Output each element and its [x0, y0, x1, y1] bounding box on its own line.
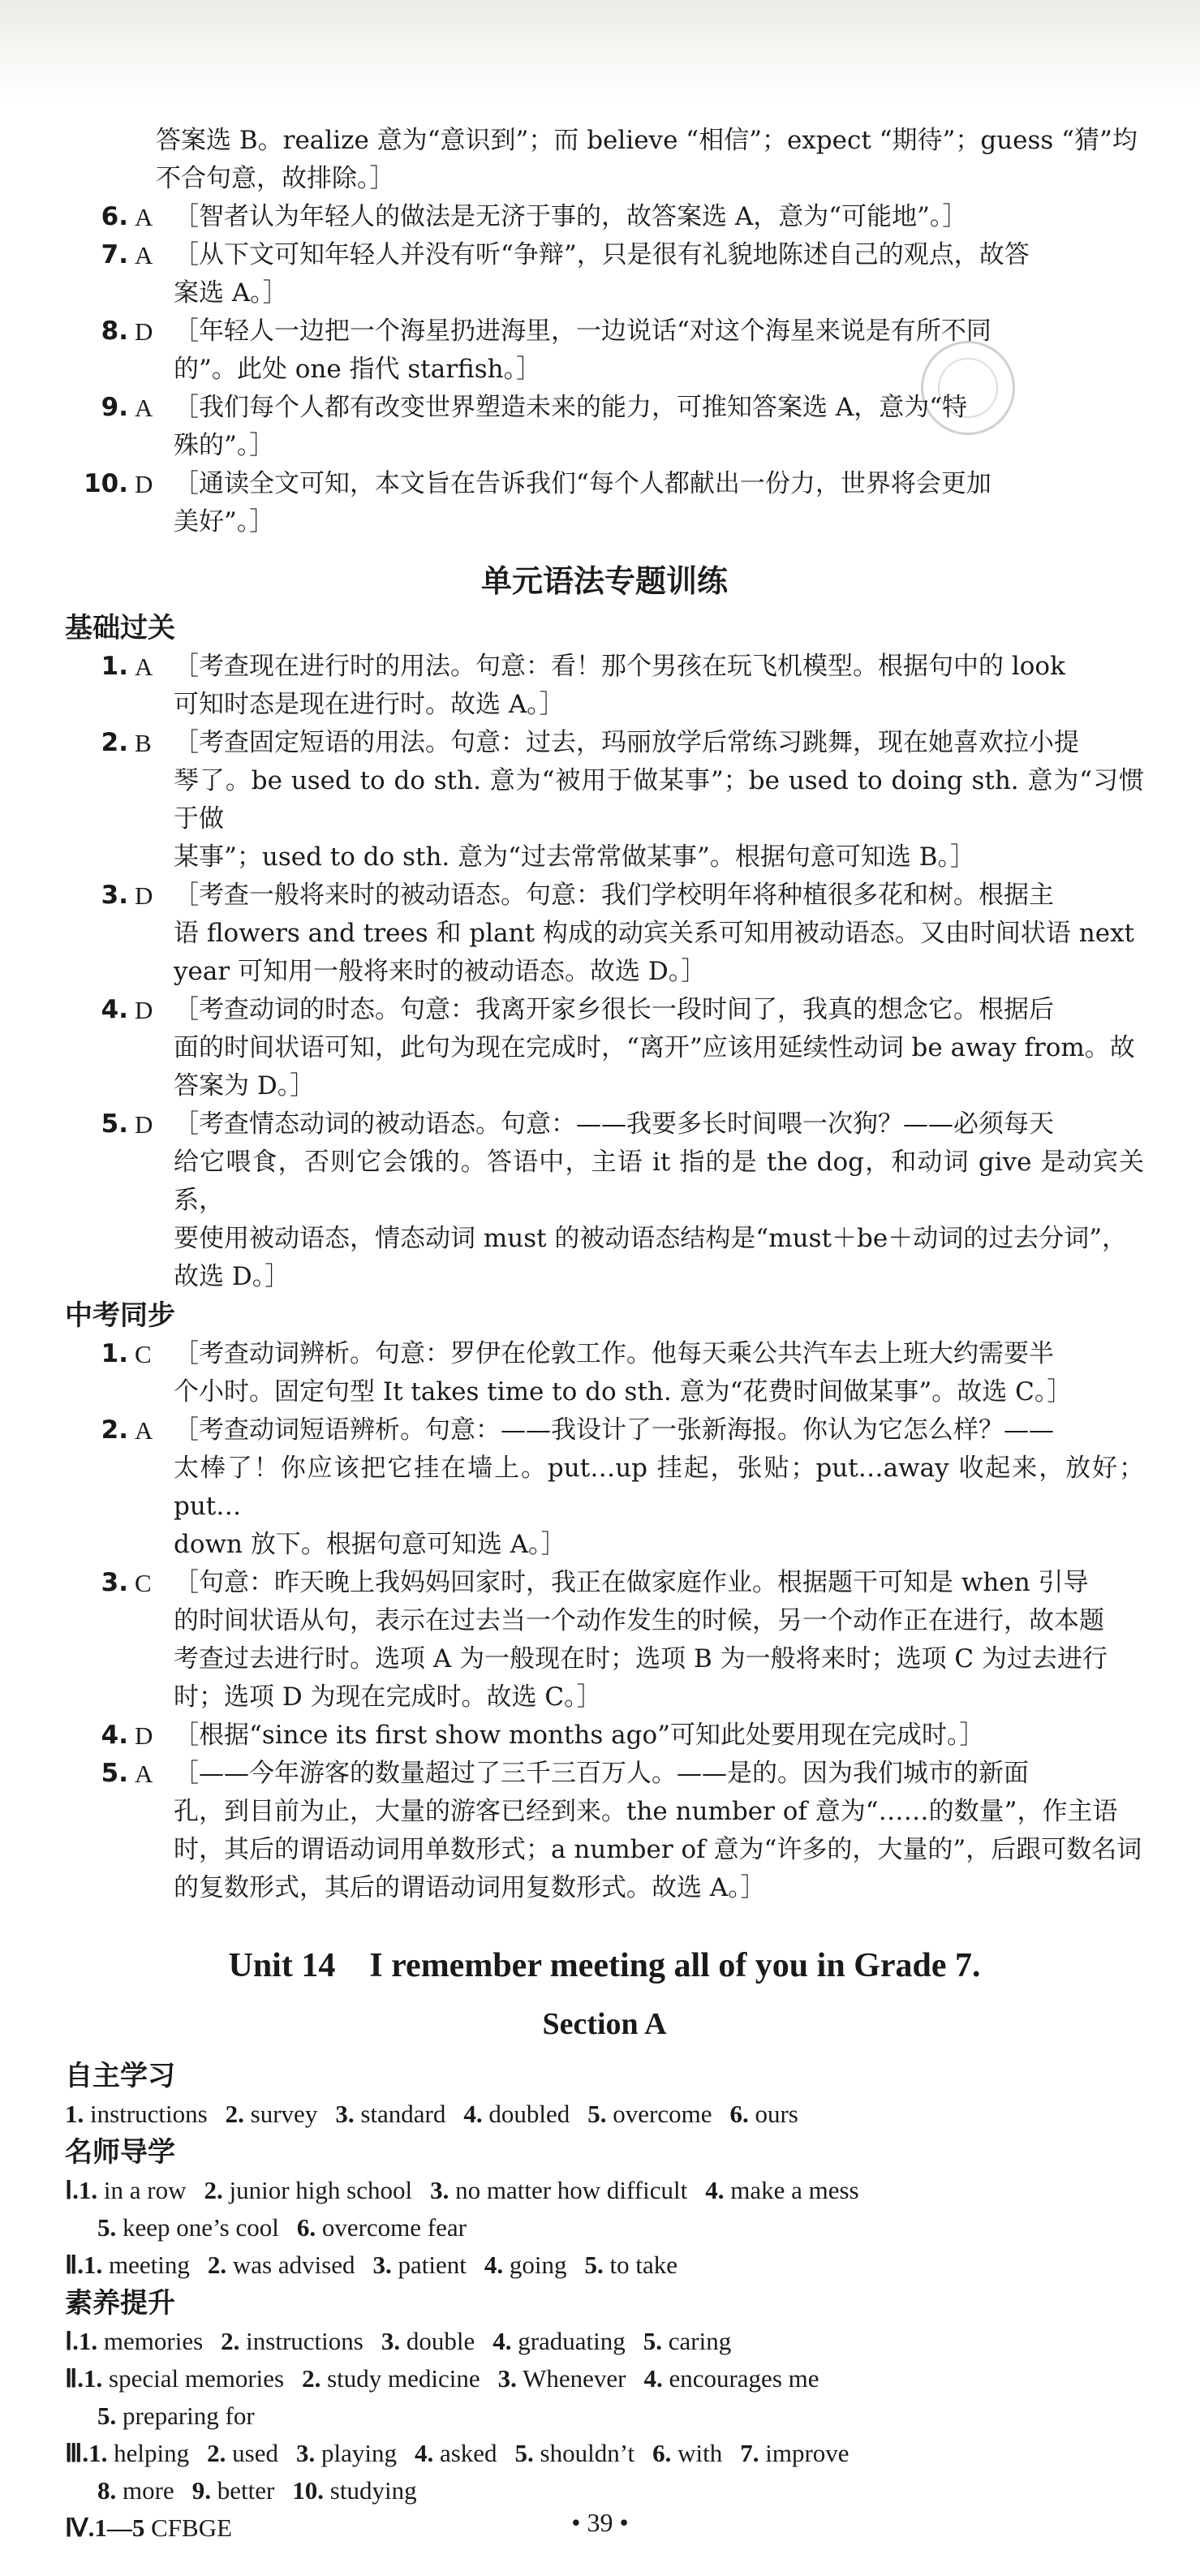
answer-number: 5.	[101, 1109, 128, 1139]
fill-number: 5.	[97, 2402, 117, 2430]
roman-numeral: Ⅱ.	[65, 2364, 84, 2393]
answer-continuation: 要使用被动语态，情态动词 must 的被动语态结构是“must＋be＋动词的过去分词”，	[174, 1224, 1128, 1253]
answer-number: 3.	[101, 881, 128, 910]
fill-answer	[84, 2364, 284, 2393]
fill-answer	[97, 2402, 255, 2430]
fill-text: better	[217, 2476, 275, 2505]
answer-choice: A	[135, 653, 153, 681]
fill-number: 4.	[484, 2251, 504, 2279]
fill-answer	[381, 2327, 475, 2355]
fill-text: special memories	[109, 2364, 285, 2393]
fill-number: 2.	[204, 2176, 223, 2204]
fill-text: survey	[250, 2100, 318, 2128]
unit-title: Unit 14 I remember meeting all of you in Grade 7.	[228, 1947, 981, 1984]
answer-explanation: ［通读全文可知，本文旨在告诉我们“每个人都献出一份力，世界将会更加	[174, 469, 991, 498]
fill-text: ours	[755, 2100, 798, 2128]
fill-answer	[79, 2176, 187, 2204]
fill-answer	[585, 2251, 678, 2279]
answer-continuation: 给它喂食，否则它会饿的。答语中，主语 it 指的是 the dog，和动词 give 是动宾关系，	[174, 1148, 1144, 1215]
answer-continuation: 太棒了！你应该把它挂在墙上。put…up 挂起，张贴；put…away 收起来，放好；put…	[174, 1454, 1144, 1521]
answer-number: 7.	[101, 240, 128, 269]
fill-text: standard	[360, 2100, 446, 2128]
fill-answer	[88, 2439, 189, 2467]
fill-answer	[97, 2213, 279, 2242]
answer-choice: A	[135, 394, 153, 422]
fill-row	[65, 2360, 1144, 2397]
content-area	[65, 122, 1144, 2547]
answer-item	[65, 1564, 1144, 1602]
answer-number: 1.	[101, 652, 128, 681]
fill-answer	[192, 2476, 275, 2505]
answer-continuation: 个小时。固定句型 It takes time to do sth. 意为“花费时间做某事”。故选 C。］	[174, 1377, 1073, 1406]
fill-text: study medicine	[327, 2364, 480, 2393]
answer-explanation: ［考查现在进行时的用法。句意：看！那个男孩在玩飞机模型。根据句中的 look	[174, 652, 1065, 681]
answer-number: 4.	[101, 995, 128, 1024]
answer-number: 6.	[101, 202, 128, 231]
answer-continuation: year 可知用一般将来时的被动语态。故选 D。］	[174, 957, 707, 986]
answer-explanation: ［考查动词短语辨析。句意：——我设计了一张新海报。你认为它怎么样？——	[174, 1415, 1054, 1445]
fill-answer	[652, 2439, 722, 2467]
fill-text: in a row	[103, 2176, 187, 2204]
fill-text: to take	[609, 2251, 678, 2279]
answer-continuation: 案选 A。］	[174, 278, 288, 308]
fill-row	[65, 2246, 1144, 2284]
fill-number: 5.	[97, 2213, 117, 2242]
fill-number: 3.	[335, 2100, 355, 2128]
answer-explanation: ［年轻人一边把一个海星扔进海里，一边说话“对这个海星来说是有所不同	[174, 317, 991, 346]
fill-text: make a mess	[730, 2176, 859, 2204]
fill-text: double	[406, 2327, 475, 2355]
fill-number: 2.	[207, 2251, 227, 2279]
answer-explanation: ［从下文可知年轻人并没有听“争辩”，只是很有礼貌地陈述自己的观点，故答	[174, 240, 1030, 269]
fill-number: 4.	[643, 2364, 663, 2393]
answer-number: 2.	[101, 1415, 128, 1445]
answer-continuation: 语 flowers and trees 和 plant 构成的动宾关系可知用被动语态。又由时间状语 next	[174, 919, 1135, 948]
answer-item	[65, 198, 1144, 236]
fill-number: 6.	[296, 2213, 316, 2242]
zhongkao-answers	[65, 1335, 1144, 1907]
fill-answer	[587, 2100, 712, 2128]
answer-item	[65, 724, 1144, 762]
fill-text: studying	[329, 2476, 417, 2505]
fill-text: doubled	[488, 2100, 570, 2128]
answer-continuation: 不合句意，故排除。］	[156, 164, 395, 193]
fill-row	[65, 2172, 1144, 2209]
answer-item	[65, 648, 1144, 686]
fill-number: 3.	[430, 2176, 449, 2204]
fill-number: 1.	[88, 2439, 108, 2467]
fill-number: 3.	[381, 2327, 401, 2355]
answer-item	[65, 465, 1144, 503]
fill-text: memories	[103, 2327, 204, 2355]
fill-answer	[705, 2176, 858, 2204]
zizhu-heading: 自主学习	[65, 2060, 175, 2092]
fill-answer	[208, 2251, 355, 2279]
fill-answer	[515, 2439, 635, 2467]
fill-text: CFBGE	[151, 2514, 233, 2542]
fill-answer	[65, 2100, 208, 2128]
fill-row	[65, 2472, 1144, 2509]
mingshi-heading: 名师导学	[65, 2136, 175, 2169]
answer-choice: D	[135, 881, 153, 910]
fill-text: shouldn’t	[540, 2439, 635, 2467]
answer-continuation: 某事”；used to do sth. 意为“过去常常做某事”。根据句意可知选 B。］	[174, 842, 975, 872]
page-number: • 39 •	[571, 2508, 629, 2537]
fill-text: preparing for	[123, 2402, 255, 2430]
fill-answer	[204, 2176, 413, 2204]
answer-explanation: ［考查一般将来时的被动语态。句意：我们学校明年将种植很多花和树。根据主	[174, 881, 1054, 910]
fill-text: playing	[320, 2439, 397, 2467]
answer-item	[65, 1717, 1144, 1755]
fill-answer	[729, 2100, 798, 2128]
fill-answer	[226, 2100, 318, 2128]
fill-text: more	[123, 2476, 174, 2505]
fill-answer	[97, 2476, 174, 2505]
fill-text: overcome	[613, 2100, 712, 2128]
answer-choice: D	[135, 1110, 153, 1139]
fill-answer	[492, 2327, 626, 2355]
fill-text: was advised	[232, 2251, 355, 2279]
fill-answer	[221, 2327, 363, 2355]
fill-number: 4.	[414, 2439, 434, 2467]
answer-choice: D	[135, 470, 153, 498]
fill-answer	[740, 2439, 849, 2467]
fill-row	[65, 2397, 1144, 2435]
zhongkao-heading: 中考同步	[65, 1299, 175, 1332]
fill-text: used	[232, 2439, 278, 2467]
fill-text: helping	[114, 2439, 190, 2467]
fill-answer	[643, 2327, 731, 2355]
fill-row	[65, 2209, 1144, 2246]
answer-continuation: down 放下。根据句意可知选 A。］	[174, 1530, 566, 1559]
fill-number: 4.	[492, 2327, 512, 2355]
fill-number: 2.	[225, 2100, 244, 2128]
fill-text: encourages me	[669, 2364, 819, 2393]
fill-text: overcome fear	[321, 2213, 467, 2242]
zizhu-answers	[65, 2096, 1144, 2133]
answer-item	[65, 1755, 1144, 1793]
answer-continuation: 美好”。］	[174, 507, 275, 536]
answer-item	[65, 1411, 1144, 1450]
answer-item	[65, 1335, 1144, 1373]
answer-choice: D	[135, 1721, 153, 1750]
answer-continuation: 故选 D。］	[174, 1262, 290, 1291]
answer-number: 9.	[101, 393, 128, 422]
answer-choice: A	[135, 203, 153, 231]
section-title: Section A	[542, 2007, 667, 2041]
fill-number: 8.	[97, 2476, 117, 2505]
reading-answers	[65, 122, 1144, 541]
fill-number: 2.	[207, 2439, 226, 2467]
answer-item	[65, 1105, 1144, 1144]
answer-explanation: ［考查固定短语的用法。句意：过去，玛丽放学后常练习跳舞，现在她喜欢拉小提	[174, 728, 1079, 757]
answer-choice: A	[135, 1416, 153, 1445]
fill-number: 6.	[729, 2100, 749, 2128]
answer-continuation: 面的时间状语可知，此句为现在完成时，“离开”应该用延续性动词 be away from。故	[174, 1033, 1135, 1062]
answer-continuation: 琴了。be used to do sth. 意为“被用于做某事”；be used to doing sth. 意为“习惯于做	[174, 766, 1144, 834]
fill-text: junior high school	[229, 2176, 413, 2204]
fill-number: 1.	[65, 2100, 84, 2128]
answer-continuation: 孔，到目前为止，大量的游客已经到来。the number of 意为“……的数量”，作主语	[174, 1797, 1118, 1826]
answer-choice: D	[135, 996, 153, 1024]
answer-number: 2.	[101, 728, 128, 757]
answer-explanation: ［——今年游客的数量超过了三千三百万人。——是的。因为我们城市的新面	[174, 1759, 1029, 1788]
fill-answer	[373, 2251, 467, 2279]
fill-number: 1.	[78, 2327, 98, 2355]
roman-numeral: Ⅳ.	[65, 2514, 95, 2542]
fill-text: keep one’s cool	[123, 2213, 279, 2242]
fill-text: caring	[668, 2327, 732, 2355]
roman-numeral: Ⅰ.	[65, 2176, 79, 2204]
fill-answer	[79, 2327, 203, 2355]
answer-explanation: ［考查动词辨析。句意：罗伊在伦敦工作。他每天乘公共汽车去上班大约需要半	[174, 1339, 1054, 1368]
fill-text: patient	[398, 2251, 467, 2279]
fill-text: asked	[439, 2439, 497, 2467]
answer-continuation: 的复数形式，其后的谓语动词用复数形式。故选 A。］	[174, 1873, 766, 1902]
fill-text: meeting	[109, 2251, 190, 2279]
fill-number: 5.	[514, 2439, 534, 2467]
roman-numeral: Ⅰ.	[65, 2327, 79, 2355]
answer-continuation: 殊的”。］	[174, 431, 275, 460]
roman-numeral: Ⅲ.	[65, 2439, 89, 2467]
grammar-section-title: 单元语法专题训练	[480, 563, 728, 599]
answer-number: 8.	[101, 317, 128, 346]
fill-answer	[292, 2476, 416, 2505]
fill-text: instructions	[90, 2100, 208, 2128]
answer-choice: A	[135, 241, 153, 269]
fill-number: 3.	[295, 2439, 316, 2467]
fill-number: 1.	[84, 2364, 103, 2393]
fill-number: 9.	[191, 2476, 211, 2505]
fill-number: 3.	[372, 2251, 392, 2279]
fill-answer	[463, 2100, 570, 2128]
fill-row	[65, 2435, 1144, 2472]
fill-number: 5.	[584, 2251, 604, 2279]
answer-item	[65, 389, 1144, 427]
answer-number: 10.	[84, 469, 128, 498]
answer-continuation: 可知时态是现在进行时。故选 A。］	[174, 690, 565, 719]
answer-number: 4.	[101, 1721, 128, 1750]
fill-answer	[335, 2100, 445, 2128]
fill-number: 1.	[78, 2176, 98, 2204]
answer-choice: A	[135, 1760, 153, 1788]
fill-text: graduating	[518, 2327, 626, 2355]
suyang-heading: 素养提升	[65, 2287, 175, 2320]
fill-text: with	[677, 2439, 723, 2467]
answer-item	[65, 877, 1144, 915]
answer-continuation: 时；选项 D 为现在完成时。故选 C。］	[174, 1682, 602, 1712]
fill-number: 1—5	[94, 2514, 145, 2542]
answer-continuation: 考查过去进行时。选项 A 为一般现在时；选项 B 为一般将来时；选项 C 为过去进行	[174, 1644, 1108, 1674]
fill-answer	[415, 2439, 497, 2467]
fill-number: 7.	[740, 2439, 759, 2467]
answer-choice: C	[135, 1340, 152, 1368]
fill-answer	[207, 2439, 278, 2467]
fill-number: 6.	[652, 2439, 672, 2467]
answer-explanation: ［智者认为年轻人的做法是无济于事的，故答案选 A，意为“可能地”。］	[174, 202, 968, 231]
answer-number: 3.	[101, 1568, 128, 1597]
fill-answer	[498, 2364, 626, 2393]
answer-choice: C	[135, 1569, 152, 1597]
answer-continuation: 答案为 D。］	[174, 1071, 316, 1101]
answer-explanation: ［考查动词的时态。句意：我离开家乡很长一段时间了，我真的想念它。根据后	[174, 995, 1054, 1024]
fill-answer	[84, 2251, 190, 2279]
fill-answer	[430, 2176, 687, 2204]
answer-item	[65, 236, 1144, 274]
fill-number: 10.	[292, 2476, 325, 2505]
answer-choice: B	[135, 729, 152, 757]
fill-number: 4.	[463, 2100, 483, 2128]
basic-heading: 基础过关	[65, 612, 175, 644]
answer-continuation: 时，其后的谓语动词用单数形式；a number of 意为“许多的，大量的”，后跟可数名词	[174, 1835, 1142, 1864]
fill-answer	[302, 2364, 480, 2393]
answer-choice: D	[135, 317, 153, 346]
answer-explanation: ［根据“since its first show months ago”可知此处要用现在完成时。］	[174, 1721, 985, 1750]
fill-text: instructions	[246, 2327, 363, 2355]
fill-number: 4.	[705, 2176, 725, 2204]
answer-item	[65, 991, 1144, 1029]
answer-number: 1.	[101, 1339, 128, 1368]
fill-answer	[297, 2213, 467, 2242]
roman-numeral: Ⅱ.	[65, 2251, 84, 2279]
fill-number: 5.	[587, 2100, 607, 2128]
fill-row	[65, 2323, 1144, 2360]
fill-answer	[296, 2439, 397, 2467]
fill-number: 1.	[84, 2251, 103, 2279]
mingshi-answers	[65, 2172, 1144, 2284]
fill-text: going	[509, 2251, 567, 2279]
answer-explanation: ［考查情态动词的被动语态。句意：——我要多长时间喂一次狗？——必须每天	[174, 1109, 1054, 1139]
basic-answers	[65, 648, 1144, 1296]
answer-continuation: 的”。此处 one 指代 starfish。］	[174, 355, 542, 384]
fill-number: 2.	[221, 2327, 240, 2355]
fill-number: 3.	[497, 2364, 517, 2393]
fill-answer	[643, 2364, 819, 2393]
answer-item	[65, 312, 1144, 351]
answer-continuation: 答案选 B。realize 意为“意识到”；而 believe “相信”；expect “期待”；guess “猜”均	[156, 126, 1138, 155]
fill-text: Whenever	[523, 2364, 626, 2393]
fill-number: 5.	[643, 2327, 663, 2355]
fill-text: no matter how difficult	[455, 2176, 688, 2204]
answer-continuation: 的时间状语从句，表示在过去当一个动作发生的时候，另一个动作正在进行，故本题	[174, 1606, 1104, 1635]
answer-explanation: ［句意：昨天晚上我妈妈回家时，我正在做家庭作业。根据题干可知是 when 引导	[174, 1568, 1089, 1597]
answer-number: 5.	[101, 1759, 128, 1788]
fill-text: improve	[765, 2439, 849, 2467]
fill-answer	[484, 2251, 567, 2279]
answer-explanation: ［我们每个人都有改变世界塑造未来的能力，可推知答案选 A，意为“特	[174, 393, 968, 422]
fill-number: 2.	[302, 2364, 321, 2393]
